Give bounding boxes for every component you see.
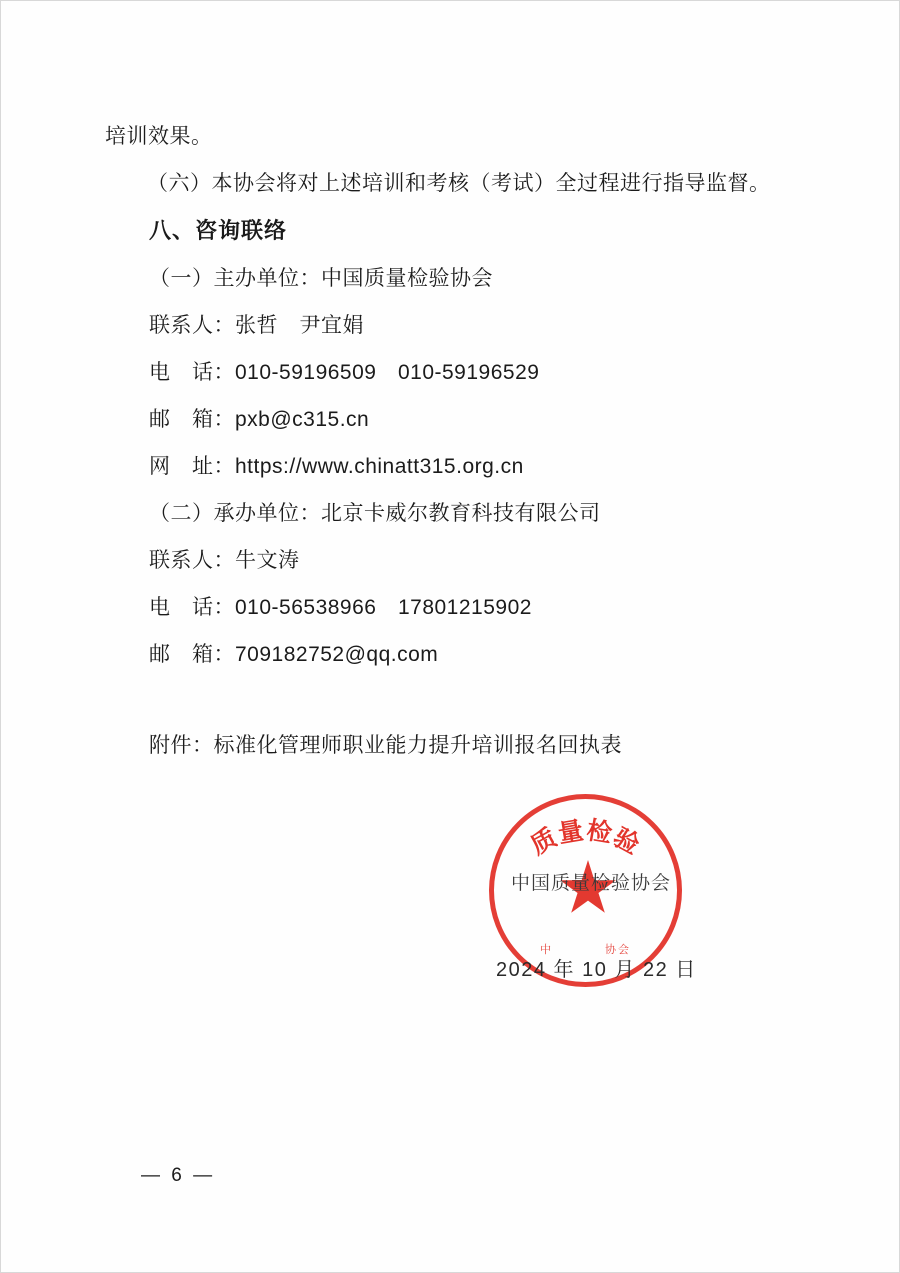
section-heading: 八、咨询联络 [149, 218, 288, 243]
paragraph-line: 培训效果。 [105, 125, 213, 148]
seal-arc-label: 质量检验 [526, 817, 645, 861]
svg-text:质量检验 [526, 816, 646, 860]
paragraph-line: 电 话：010-59196509 010-59196529 [149, 361, 540, 384]
document-body [105, 113, 805, 769]
vertical-spacer [105, 678, 805, 722]
seal-organization-name: 中国质量检验协会 [510, 873, 671, 894]
seal-bottom-label: 中 协会 [540, 944, 631, 956]
paragraph-line: 邮 箱：709182752@qq.com [149, 643, 439, 666]
paragraph-line: 网 址：https://www.chinatt315.org.cn [149, 455, 524, 478]
attachment-line: 附件：标准化管理师职业能力提升培训报名回执表 [149, 734, 622, 757]
paragraph-line: 邮 箱：pxb@c315.cn [149, 408, 370, 431]
paragraph-line: （六）本协会将对上述培训和考核（考试）全过程进行指导监督。 [147, 172, 771, 195]
page-number: — 6 — [141, 1165, 216, 1186]
paragraph-line: 电 话：010-56538966 17801215902 [149, 596, 532, 619]
paragraph-line: （一）主办单位：中国质量检验协会 [149, 267, 493, 290]
paragraph-line: 联系人：张哲 尹宜娟 [149, 314, 364, 337]
paragraph-line: 联系人：牛文涛 [149, 549, 300, 572]
signature-date: 2024 年 10 月 22 日 [496, 959, 697, 981]
paragraph-line: （二）承办单位：北京卡威尔教育科技有限公司 [149, 502, 601, 525]
